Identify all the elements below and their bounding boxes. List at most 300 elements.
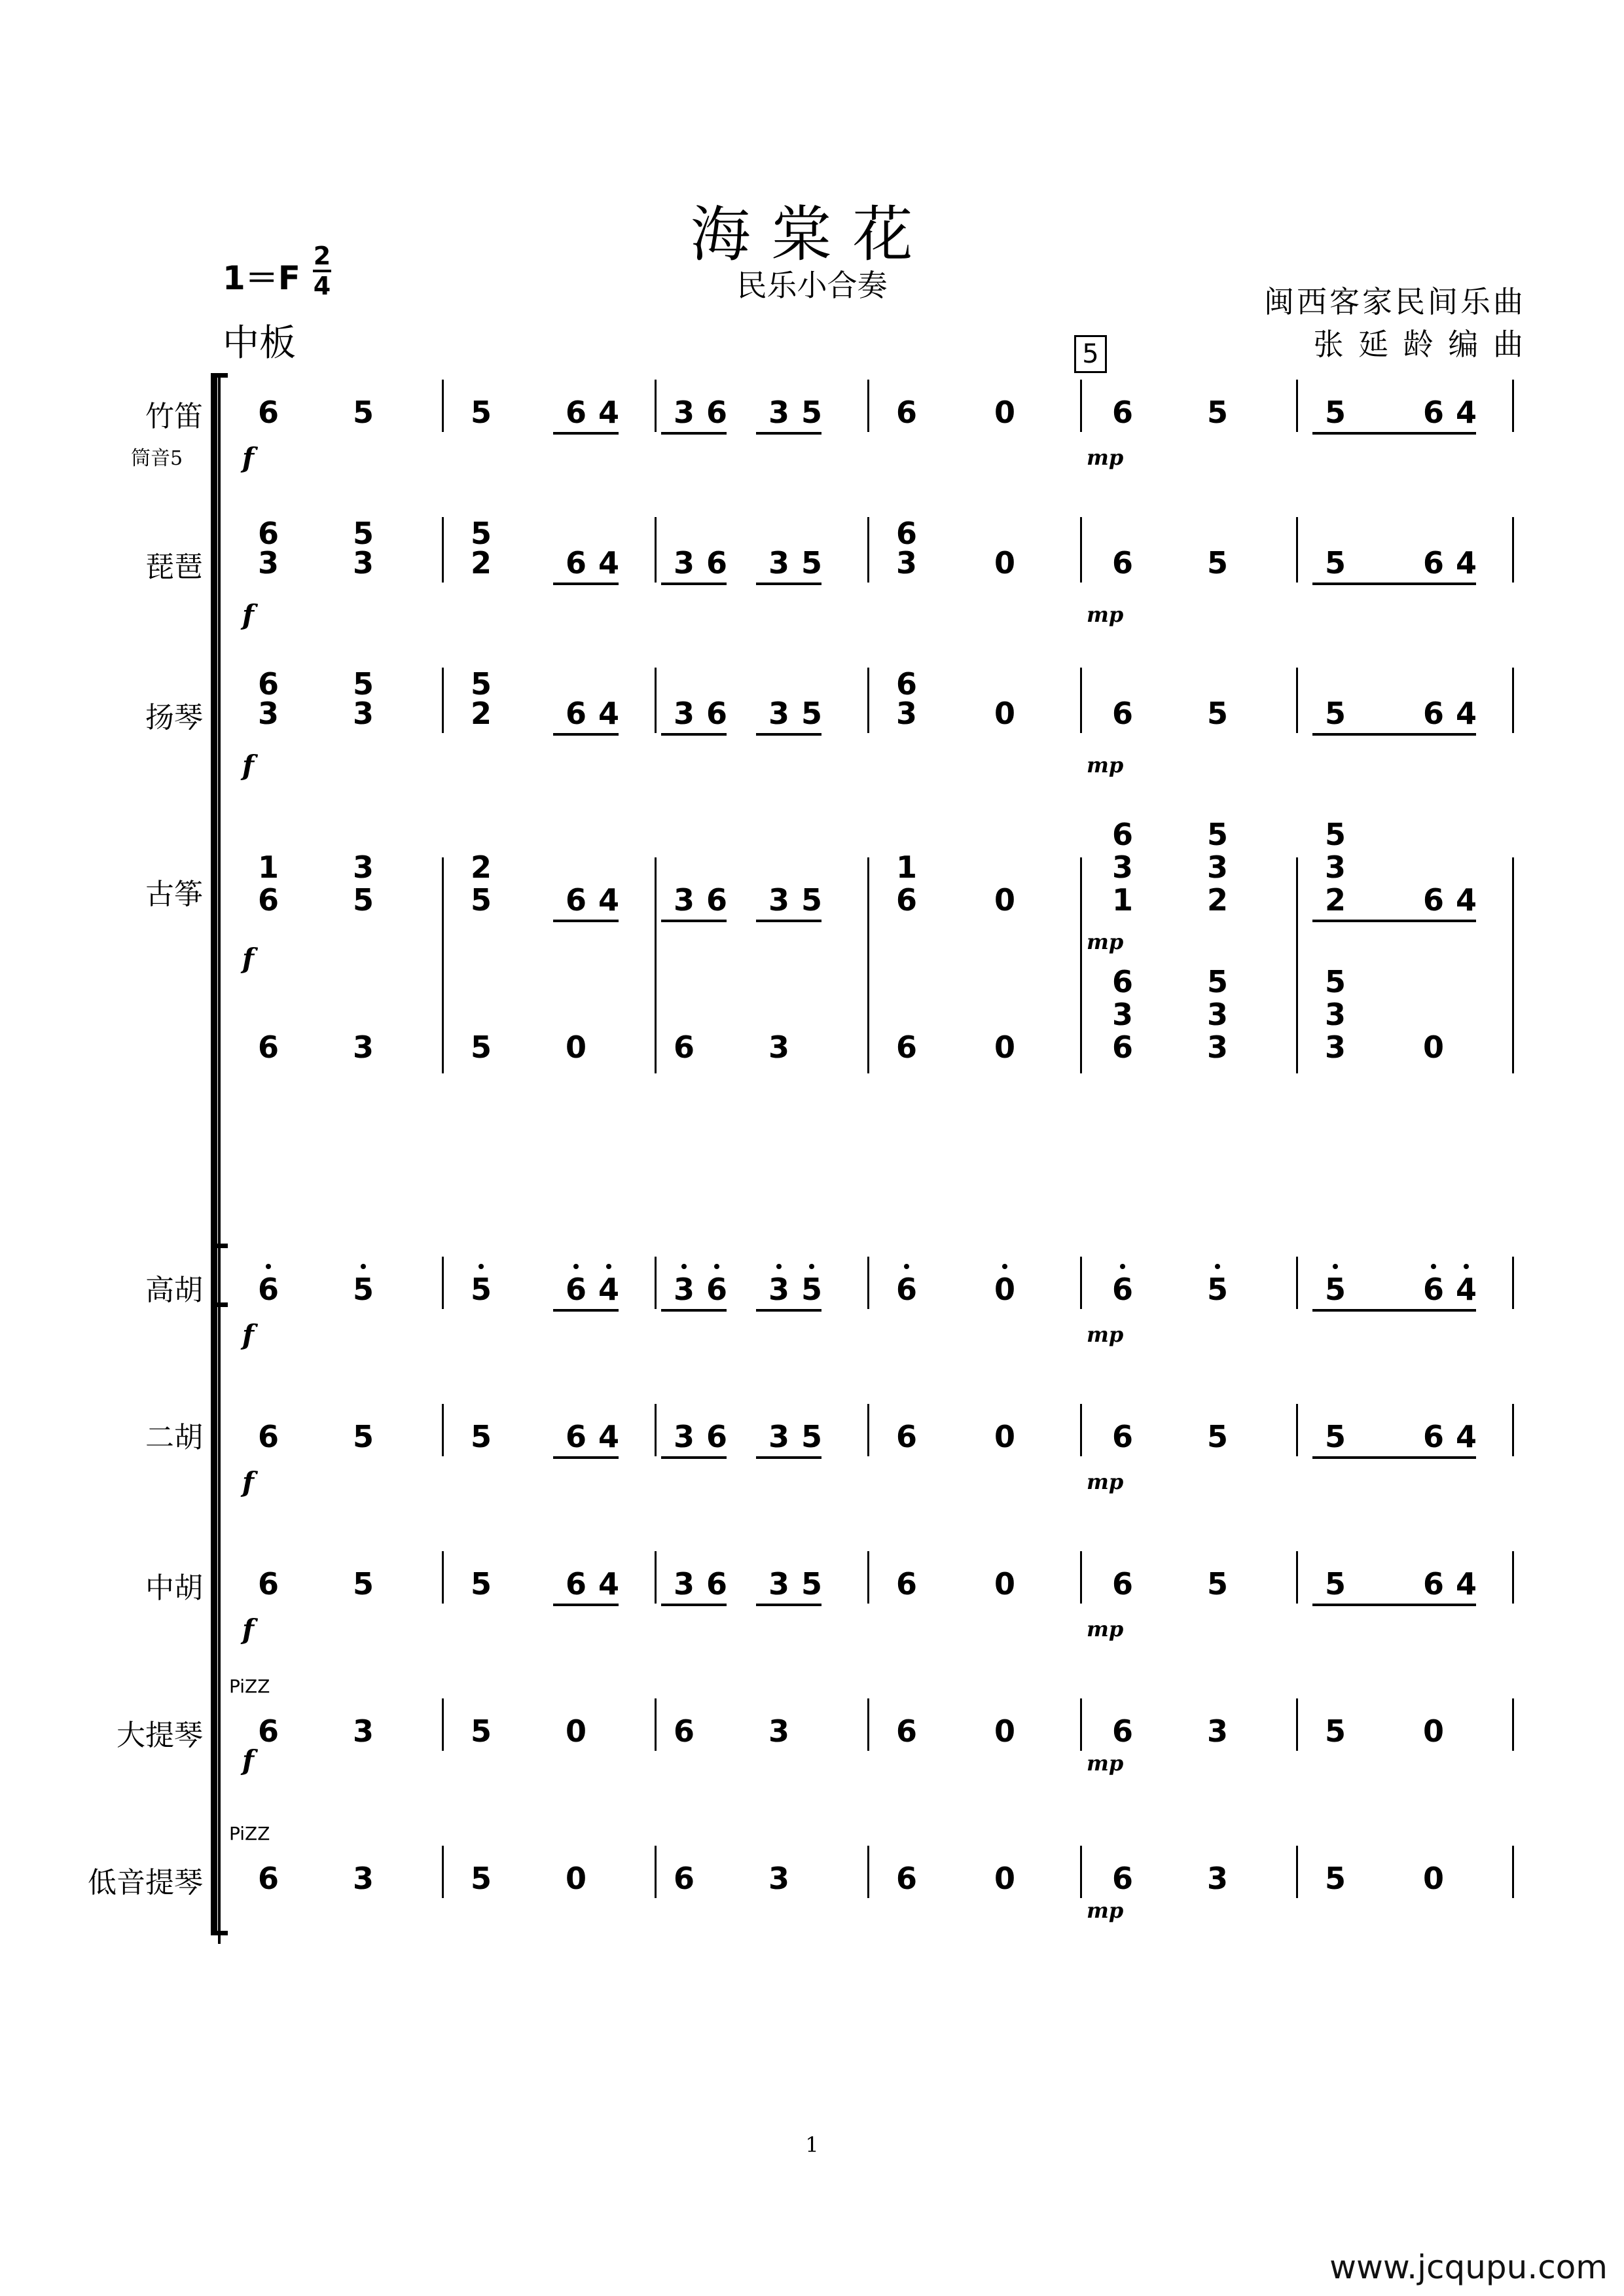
pizz-marking-double-bass: PiZZ — [229, 1823, 270, 1844]
chord-mid-pipa: 2 — [470, 545, 492, 581]
bass-note-double-bass: 5 — [470, 1861, 492, 1896]
octave-dot — [1002, 1264, 1007, 1269]
barline — [655, 1257, 657, 1309]
note-gaohu: 5 — [1324, 1272, 1346, 1307]
beam-underline — [756, 1604, 821, 1606]
zheng-bass: 3 — [352, 1030, 374, 1065]
score-title: 海棠花 — [690, 200, 934, 270]
note-zhonghu: 6 — [895, 1566, 917, 1602]
beam-underline — [553, 1604, 619, 1606]
barline — [1080, 1846, 1082, 1898]
chord-top-yangqin: 5 — [470, 666, 492, 702]
dynamic-mp-yangqin: mp — [1087, 753, 1124, 778]
beam-underline — [1312, 1309, 1476, 1312]
note-gaohu: 4 — [598, 1272, 619, 1307]
note-erhu: 5 — [1206, 1419, 1228, 1454]
chord-top-pipa: 6 — [895, 516, 917, 551]
system-line — [218, 373, 221, 1944]
bracket-tick — [211, 1244, 228, 1248]
bass-note-cello: 3 — [768, 1713, 789, 1749]
zheng-melody: 3 — [768, 882, 789, 918]
barline — [442, 857, 444, 1073]
bass-note-cello: 6 — [895, 1713, 917, 1749]
note-yangqin: 6 — [1111, 696, 1133, 731]
note-pipa: 4 — [1455, 545, 1477, 581]
note-zhonghu: 5 — [352, 1566, 374, 1602]
zheng-r-top: 5 — [1206, 817, 1228, 852]
beam-underline — [553, 920, 619, 922]
chord-top-yangqin: 6 — [895, 666, 917, 702]
barline — [867, 857, 869, 1073]
credit-origin: 闽西客家民间乐曲 — [1264, 284, 1526, 319]
note-dizi: 5 — [1206, 395, 1228, 430]
beam-underline — [553, 1456, 619, 1459]
note-gaohu: 6 — [706, 1272, 727, 1307]
barline — [867, 1257, 869, 1309]
score-subtitle: 民乐小合奏 — [736, 268, 888, 303]
note-dizi: 3 — [673, 395, 695, 430]
barline — [1296, 1404, 1298, 1456]
beam-underline — [553, 432, 619, 435]
note-erhu: 5 — [1324, 1419, 1346, 1454]
zheng-r-mid: 3 — [1206, 850, 1228, 885]
note-erhu: 3 — [768, 1419, 789, 1454]
barline — [1296, 1846, 1298, 1898]
note-erhu: 6 — [1422, 1419, 1444, 1454]
zheng-melody: 0 — [994, 882, 1015, 918]
key-signature: 1＝F — [223, 259, 300, 297]
pizz-marking-cello: PiZZ — [229, 1676, 270, 1697]
note-dizi: 6 — [895, 395, 917, 430]
bass-note-cello: 6 — [1111, 1713, 1133, 1749]
instrument-erhu: 二胡 — [145, 1421, 203, 1454]
note-yangqin: 5 — [1206, 696, 1228, 731]
note-gaohu: 0 — [994, 1272, 1015, 1307]
octave-dot — [573, 1264, 579, 1269]
instrument-dizi: 竹笛 — [145, 400, 203, 433]
barline — [1512, 668, 1514, 733]
chord-top-yangqin: 5 — [352, 666, 374, 702]
zheng-r-low: 2 — [1324, 882, 1346, 918]
zheng-top: 2 — [470, 850, 492, 885]
barline — [442, 1551, 444, 1604]
zheng-r-bass-a: 6 — [1111, 964, 1133, 999]
instrument-pipa: 琵琶 — [145, 550, 203, 584]
chord-top-pipa: 5 — [352, 516, 374, 551]
zheng-r-bass-c: 3 — [1206, 1030, 1228, 1065]
note-gaohu: 6 — [257, 1272, 279, 1307]
bracket-tick — [211, 1931, 228, 1935]
note-erhu: 0 — [994, 1419, 1015, 1454]
zheng-r-top: 6 — [1111, 817, 1133, 852]
barline — [1296, 668, 1298, 733]
barline — [867, 380, 869, 432]
note-zhonghu: 5 — [470, 1566, 492, 1602]
bracket-tick — [211, 373, 228, 378]
note-gaohu: 5 — [801, 1272, 822, 1307]
note-erhu: 5 — [470, 1419, 492, 1454]
note-zhonghu: 0 — [994, 1566, 1015, 1602]
barline — [442, 1404, 444, 1456]
zheng-r-bass-c: 6 — [1111, 1030, 1133, 1065]
octave-dot — [776, 1264, 782, 1269]
octave-dot — [1333, 1264, 1338, 1269]
zheng-bass: 0 — [565, 1030, 586, 1065]
bracket-lower — [211, 1247, 217, 1934]
bass-note-double-bass: 6 — [257, 1861, 279, 1896]
dynamic-mp-zheng: mp — [1087, 929, 1124, 954]
bass-note-cello: 0 — [994, 1713, 1015, 1749]
barline — [442, 1698, 444, 1751]
bass-note-cello: 0 — [1422, 1713, 1444, 1749]
time-sig-bottom: 4 — [313, 272, 331, 300]
barline — [655, 1551, 657, 1604]
note-yangqin: 6 — [565, 696, 586, 731]
dynamic-forte-pipa: f — [242, 599, 255, 631]
zheng-top: 1 — [895, 850, 917, 885]
note-erhu: 4 — [1455, 1419, 1477, 1454]
zheng-r-low: 1 — [1111, 882, 1133, 918]
barline — [1080, 1404, 1082, 1456]
dynamic-mp-pipa: mp — [1087, 602, 1124, 627]
note-zhonghu: 6 — [706, 1566, 727, 1602]
watermark: www.jcqupu.com — [1329, 2248, 1608, 2286]
note-pipa: 5 — [801, 545, 822, 581]
zheng-bass: 0 — [1422, 1030, 1444, 1065]
octave-dot — [1215, 1264, 1220, 1269]
barline — [1296, 1257, 1298, 1309]
beam-underline — [1312, 733, 1476, 736]
octave-dot — [1464, 1264, 1469, 1269]
dynamic-forte-gaohu: f — [242, 1319, 255, 1351]
time-sig-top: 2 — [313, 242, 331, 270]
zheng-melody: 6 — [706, 882, 727, 918]
note-dizi: 6 — [1111, 395, 1133, 430]
chord-mid-yangqin: 3 — [895, 696, 917, 731]
octave-dot — [904, 1264, 909, 1269]
note-dizi: 3 — [768, 395, 789, 430]
beam-underline — [1312, 1456, 1476, 1459]
note-yangqin: 0 — [994, 696, 1015, 731]
note-yangqin: 3 — [673, 696, 695, 731]
tempo-marking: 中板 — [223, 322, 296, 365]
note-pipa: 0 — [994, 545, 1015, 581]
note-dizi: 5 — [1324, 395, 1346, 430]
bass-note-double-bass: 5 — [1324, 1861, 1346, 1896]
bass-note-cello: 0 — [565, 1713, 586, 1749]
dynamic-mp-gaohu: mp — [1087, 1322, 1124, 1347]
zheng-bass: 0 — [994, 1030, 1015, 1065]
note-pipa: 3 — [673, 545, 695, 581]
note-gaohu: 6 — [1422, 1272, 1444, 1307]
barline — [1296, 1551, 1298, 1604]
bracket-upper — [211, 376, 217, 1306]
beam-underline — [756, 1456, 821, 1459]
beam-underline — [756, 733, 821, 736]
barline — [1296, 857, 1298, 1073]
note-dizi: 6 — [1422, 395, 1444, 430]
note-dizi: 0 — [994, 395, 1015, 430]
dynamic-forte-cello: f — [242, 1744, 255, 1776]
note-gaohu: 6 — [1111, 1272, 1133, 1307]
octave-dot — [809, 1264, 814, 1269]
beam-underline — [1312, 920, 1476, 922]
bass-note-cello: 6 — [257, 1713, 279, 1749]
zheng-top: 3 — [352, 850, 374, 885]
barline — [1080, 1257, 1082, 1309]
barline — [442, 1257, 444, 1309]
dynamic-forte-zhonghu: f — [242, 1613, 255, 1645]
chord-top-pipa: 5 — [470, 516, 492, 551]
zheng-melody: 6 — [1422, 882, 1444, 918]
barline — [655, 1404, 657, 1456]
octave-dot — [478, 1264, 484, 1269]
bass-note-cello: 5 — [1324, 1713, 1346, 1749]
note-yangqin: 4 — [598, 696, 619, 731]
note-pipa: 4 — [598, 545, 619, 581]
note-erhu: 5 — [801, 1419, 822, 1454]
beam-underline — [661, 1456, 727, 1459]
chord-mid-pipa: 3 — [257, 545, 279, 581]
zheng-r-bass-a: 5 — [1324, 964, 1346, 999]
time-signature — [313, 243, 331, 298]
note-zhonghu: 4 — [598, 1566, 619, 1602]
note-erhu: 3 — [673, 1419, 695, 1454]
zheng-r-bass-b: 3 — [1111, 997, 1133, 1032]
beam-underline — [553, 1309, 619, 1312]
zheng-bass: 5 — [470, 1030, 492, 1065]
zheng-mid: 6 — [257, 882, 279, 918]
barline — [1296, 1698, 1298, 1751]
chord-mid-pipa: 3 — [895, 545, 917, 581]
beam-underline — [1312, 432, 1476, 435]
chord-mid-pipa: 3 — [352, 545, 374, 581]
dynamic-mp-zhonghu: mp — [1087, 1617, 1124, 1641]
note-gaohu: 5 — [352, 1272, 374, 1307]
zheng-bass: 3 — [768, 1030, 789, 1065]
bass-note-double-bass: 0 — [1422, 1861, 1444, 1896]
barline — [655, 1846, 657, 1898]
zheng-r-mid: 3 — [1111, 850, 1133, 885]
barline — [655, 857, 657, 1073]
zheng-melody: 6 — [565, 882, 586, 918]
note-zhonghu: 6 — [1422, 1566, 1444, 1602]
dynamic-forte-erhu: f — [242, 1466, 255, 1498]
dynamic-mp-dizi: mp — [1087, 445, 1124, 470]
barline — [442, 380, 444, 432]
note-pipa: 5 — [1324, 545, 1346, 581]
beam-underline — [661, 733, 727, 736]
dynamic-mp-double-bass: mp — [1087, 1898, 1124, 1923]
note-dizi: 6 — [706, 395, 727, 430]
note-yangqin: 4 — [1455, 696, 1477, 731]
note-gaohu: 5 — [1206, 1272, 1228, 1307]
dynamic-forte-dizi: f — [242, 442, 255, 474]
bass-note-double-bass: 3 — [768, 1861, 789, 1896]
barline — [442, 1846, 444, 1898]
instrument-zhonghu: 中胡 — [145, 1571, 203, 1605]
barline — [655, 668, 657, 733]
note-zhonghu: 3 — [768, 1566, 789, 1602]
beam-underline — [661, 1309, 727, 1312]
credit-arranger: 张 延 龄 编 曲 — [1313, 327, 1526, 362]
bass-note-cello: 3 — [1206, 1713, 1228, 1749]
note-yangqin: 3 — [768, 696, 789, 731]
zheng-r-bass-a: 5 — [1206, 964, 1228, 999]
note-zhonghu: 3 — [673, 1566, 695, 1602]
zheng-r-low: 2 — [1206, 882, 1228, 918]
beam-underline — [1312, 1604, 1476, 1606]
chord-top-yangqin: 6 — [257, 666, 279, 702]
note-dizi: 6 — [565, 395, 586, 430]
note-erhu: 6 — [1111, 1419, 1133, 1454]
barline — [867, 1551, 869, 1604]
bass-note-cello: 6 — [673, 1713, 695, 1749]
zheng-r-bass-c: 3 — [1324, 1030, 1346, 1065]
zheng-melody: 4 — [598, 882, 619, 918]
note-yangqin: 5 — [801, 696, 822, 731]
note-dizi: 5 — [470, 395, 492, 430]
beam-underline — [1312, 583, 1476, 585]
note-gaohu: 4 — [1455, 1272, 1477, 1307]
note-pipa: 5 — [1206, 545, 1228, 581]
barline — [1512, 1257, 1514, 1309]
note-erhu: 4 — [598, 1419, 619, 1454]
chord-top-pipa: 6 — [257, 516, 279, 551]
note-zhonghu: 5 — [1324, 1566, 1346, 1602]
barline — [867, 1698, 869, 1751]
barline — [655, 380, 657, 432]
barline — [1512, 1404, 1514, 1456]
note-erhu: 6 — [565, 1419, 586, 1454]
note-pipa: 6 — [1422, 545, 1444, 581]
zheng-r-bass-b: 3 — [1206, 997, 1228, 1032]
note-zhonghu: 5 — [1206, 1566, 1228, 1602]
note-dizi: 4 — [1455, 395, 1477, 430]
chord-mid-yangqin: 2 — [470, 696, 492, 731]
instrument-gaohu: 高胡 — [145, 1274, 203, 1307]
note-dizi: 5 — [352, 395, 374, 430]
note-zhonghu: 6 — [257, 1566, 279, 1602]
barline — [867, 517, 869, 583]
beam-underline — [661, 583, 727, 585]
barline — [1296, 517, 1298, 583]
bass-note-double-bass: 3 — [1206, 1861, 1228, 1896]
note-dizi: 4 — [598, 395, 619, 430]
zheng-melody: 4 — [1455, 882, 1477, 918]
octave-dot — [714, 1264, 719, 1269]
bass-note-cello: 5 — [470, 1713, 492, 1749]
note-yangqin: 5 — [1324, 696, 1346, 731]
dynamic-forte-yangqin: f — [242, 749, 255, 781]
note-gaohu: 5 — [470, 1272, 492, 1307]
octave-dot — [361, 1264, 366, 1269]
note-gaohu: 6 — [565, 1272, 586, 1307]
barline — [1080, 517, 1082, 583]
barline — [1512, 517, 1514, 583]
barline — [442, 517, 444, 583]
barline — [1512, 857, 1514, 1073]
octave-dot — [266, 1264, 271, 1269]
barline — [867, 1846, 869, 1898]
note-erhu: 6 — [706, 1419, 727, 1454]
instrument-guzheng: 古筝 — [145, 878, 203, 911]
instrument-cello: 大提琴 — [117, 1719, 203, 1752]
zheng-r-bass-b: 3 — [1324, 997, 1346, 1032]
barline — [1512, 1698, 1514, 1751]
barline — [1296, 380, 1298, 432]
bass-note-double-bass: 0 — [565, 1861, 586, 1896]
beam-underline — [756, 1309, 821, 1312]
zheng-bass: 6 — [673, 1030, 695, 1065]
chord-mid-yangqin: 3 — [352, 696, 374, 731]
note-yangqin: 6 — [706, 696, 727, 731]
barline — [1512, 380, 1514, 432]
beam-underline — [756, 583, 821, 585]
barline — [1080, 857, 1082, 1073]
dynamic-forte-zheng: f — [242, 942, 255, 975]
beam-underline — [756, 432, 821, 435]
bass-note-double-bass: 0 — [994, 1861, 1015, 1896]
instrument-yangqin: 扬琴 — [145, 701, 203, 734]
octave-dot — [1431, 1264, 1436, 1269]
note-erhu: 6 — [257, 1419, 279, 1454]
zheng-r-mid: 3 — [1324, 850, 1346, 885]
bass-note-double-bass: 6 — [673, 1861, 695, 1896]
barline — [867, 1404, 869, 1456]
note-pipa: 6 — [706, 545, 727, 581]
note-gaohu: 6 — [895, 1272, 917, 1307]
zheng-bass: 6 — [257, 1030, 279, 1065]
page-number: 1 — [805, 2132, 819, 2157]
instrument-double-bass: 低音提琴 — [88, 1866, 203, 1899]
barline — [1080, 1698, 1082, 1751]
octave-dot — [1120, 1264, 1125, 1269]
beam-underline — [553, 733, 619, 736]
note-erhu: 5 — [352, 1419, 374, 1454]
note-pipa: 6 — [1111, 545, 1133, 581]
zheng-top: 1 — [257, 850, 279, 885]
bass-note-cello: 3 — [352, 1713, 374, 1749]
note-pipa: 6 — [565, 545, 586, 581]
note-gaohu: 3 — [768, 1272, 789, 1307]
zheng-mid: 5 — [352, 882, 374, 918]
note-gaohu: 3 — [673, 1272, 695, 1307]
note-zhonghu: 6 — [1111, 1566, 1133, 1602]
chord-mid-yangqin: 3 — [257, 696, 279, 731]
dynamic-mp-erhu: mp — [1087, 1469, 1124, 1494]
note-dizi: 5 — [801, 395, 822, 430]
octave-dot — [606, 1264, 611, 1269]
rehearsal-mark: 5 — [1074, 335, 1107, 373]
bass-note-double-bass: 3 — [352, 1861, 374, 1896]
beam-underline — [756, 920, 821, 922]
barline — [442, 668, 444, 733]
zheng-r-top: 5 — [1324, 817, 1346, 852]
note-zhonghu: 6 — [565, 1566, 586, 1602]
barline — [867, 668, 869, 733]
zheng-bass: 6 — [895, 1030, 917, 1065]
barline — [1512, 1551, 1514, 1604]
note-pipa: 3 — [768, 545, 789, 581]
octave-dot — [681, 1264, 687, 1269]
barline — [1080, 380, 1082, 432]
beam-underline — [661, 920, 727, 922]
instrument-dizi-sub: 筒音5 — [131, 447, 183, 470]
dynamic-mp-cello: mp — [1087, 1751, 1124, 1776]
zheng-mid: 6 — [895, 882, 917, 918]
barline — [1512, 1846, 1514, 1898]
